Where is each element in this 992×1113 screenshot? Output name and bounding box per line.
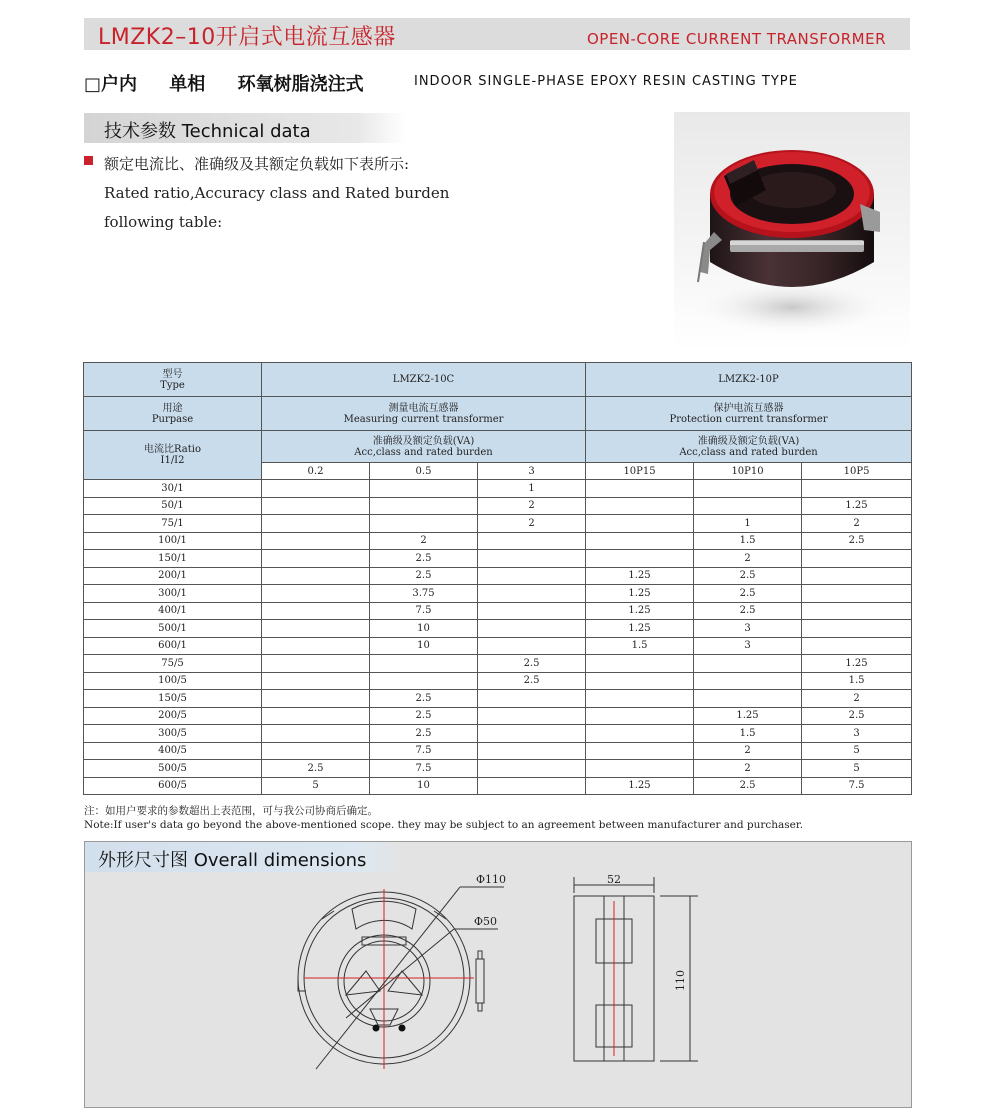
feature-epoxy: 环氧树脂浇注式	[237, 74, 364, 95]
burden-cell: 2.5	[370, 567, 478, 585]
burden-cell	[262, 725, 370, 743]
burden-cell: 1.5	[694, 725, 802, 743]
burden-cell	[802, 567, 912, 585]
burden-cell: 2	[478, 497, 586, 515]
phi50-label: Φ50	[474, 915, 498, 928]
class-header: 10P10	[694, 463, 802, 480]
table-row	[84, 777, 912, 795]
feature-line-en: INDOOR SINGLE-PHASE EPOXY RESIN CASTING TYPE	[414, 74, 798, 89]
technical-line-en-2: following table:	[104, 213, 223, 231]
burden-cell	[802, 637, 912, 655]
burden-cell	[478, 690, 586, 708]
ratio-cell: 200/1	[84, 567, 262, 585]
burden-cell	[802, 602, 912, 620]
technical-line-cn: 额定电流比、准确级及其额定负载如下表所示:	[104, 155, 410, 173]
table-row	[84, 497, 912, 515]
burden-cell	[370, 515, 478, 533]
burden-cell: 2	[802, 690, 912, 708]
burden-cell	[694, 480, 802, 498]
dimension-drawing	[84, 841, 910, 1107]
purpose-label	[84, 397, 262, 431]
burden-cell: 2.5	[694, 777, 802, 795]
purpose-c	[262, 397, 586, 431]
feature-line	[84, 70, 390, 96]
accuracy-p-en: Acc,class and rated burden	[679, 446, 818, 458]
burden-cell: 5	[262, 777, 370, 795]
burden-cell	[802, 585, 912, 603]
burden-cell	[478, 602, 586, 620]
burden-cell: 1.25	[802, 497, 912, 515]
burden-cell	[694, 672, 802, 690]
burden-cell	[586, 672, 694, 690]
burden-cell: 2.5	[694, 585, 802, 603]
burden-cell: 1.5	[802, 672, 912, 690]
table-row	[84, 637, 912, 655]
burden-cell: 1	[694, 515, 802, 533]
burden-cell	[478, 777, 586, 795]
burden-cell	[586, 497, 694, 515]
feature-indoor: □户内	[84, 74, 138, 95]
table-row	[84, 567, 912, 585]
page-subtitle-en: OPEN-CORE CURRENT TRANSFORMER	[586, 30, 886, 48]
burden-cell	[478, 532, 586, 550]
burden-cell: 2.5	[370, 707, 478, 725]
burden-cell	[262, 585, 370, 603]
burden-cell	[802, 550, 912, 568]
burden-cell	[586, 480, 694, 498]
transformer-photo-icon	[674, 112, 910, 350]
burden-cell	[262, 690, 370, 708]
burden-cell: 1.5	[586, 637, 694, 655]
terminal-dot	[399, 1025, 406, 1032]
burden-cell	[262, 742, 370, 760]
model-c: LMZK2-10C	[262, 363, 586, 397]
burden-cell: 5	[802, 742, 912, 760]
table-row	[84, 585, 912, 603]
class-header: 3	[478, 463, 586, 480]
burden-cell	[262, 497, 370, 515]
burden-cell: 10	[370, 777, 478, 795]
burden-cell: 10	[370, 637, 478, 655]
burden-cell: 1.25	[802, 655, 912, 673]
ratio-cell: 100/1	[84, 532, 262, 550]
burden-cell: 3	[694, 620, 802, 638]
accuracy-c-cn: 准确级及额定负载(VA)	[372, 435, 475, 447]
burden-cell	[262, 655, 370, 673]
height-label: 110	[674, 970, 687, 991]
burden-cell	[262, 637, 370, 655]
burden-cell: 1.25	[586, 567, 694, 585]
burden-cell	[694, 655, 802, 673]
table-row	[84, 655, 912, 673]
accuracy-p	[586, 431, 912, 463]
burden-cell: 2	[802, 515, 912, 533]
burden-cell: 2.5	[370, 690, 478, 708]
burden-cell	[262, 515, 370, 533]
burden-cell: 2	[478, 515, 586, 533]
bullet-icon	[84, 156, 93, 165]
burden-cell	[370, 480, 478, 498]
purpose-label-cn: 用途	[162, 402, 183, 414]
table-row	[84, 760, 912, 778]
burden-cell: 3	[802, 725, 912, 743]
burden-cell	[694, 690, 802, 708]
accuracy-c-en: Acc,class and rated burden	[354, 446, 493, 458]
burden-cell: 3.75	[370, 585, 478, 603]
table-row	[84, 480, 912, 498]
burden-cell: 2	[370, 532, 478, 550]
burden-cell	[262, 532, 370, 550]
burden-cell: 2.5	[694, 567, 802, 585]
burden-cell: 1.25	[586, 620, 694, 638]
burden-cell: 1.25	[586, 602, 694, 620]
burden-cell	[478, 725, 586, 743]
ratio-cell: 600/1	[84, 637, 262, 655]
burden-cell: 1.25	[586, 585, 694, 603]
burden-cell	[478, 707, 586, 725]
burden-cell	[802, 620, 912, 638]
table-row	[84, 532, 912, 550]
ratio-cell: 400/1	[84, 602, 262, 620]
burden-cell	[586, 655, 694, 673]
table-row	[84, 602, 912, 620]
ratio-label	[84, 431, 262, 480]
burden-cell: 2	[694, 742, 802, 760]
ratio-cell: 50/1	[84, 497, 262, 515]
burden-cell	[478, 550, 586, 568]
burden-cell	[586, 550, 694, 568]
ratio-cell: 30/1	[84, 480, 262, 498]
purpose-c-cn: 测量电流互感器	[388, 402, 459, 414]
table-row	[84, 515, 912, 533]
technical-description	[104, 150, 449, 237]
terminal-dot	[373, 1025, 380, 1032]
accuracy-p-cn: 准确级及额定负载(VA)	[697, 435, 800, 447]
burden-cell: 7.5	[370, 742, 478, 760]
phi110-label: Φ110	[476, 873, 507, 886]
burden-cell: 7.5	[802, 777, 912, 795]
burden-cell: 2.5	[262, 760, 370, 778]
burden-cell	[586, 532, 694, 550]
burden-cell: 2.5	[370, 725, 478, 743]
technical-heading: 技术参数 Technical data	[104, 121, 311, 142]
burden-cell	[478, 742, 586, 760]
burden-cell: 7.5	[370, 602, 478, 620]
burden-cell	[478, 620, 586, 638]
model-p: LMZK2-10P	[586, 363, 912, 397]
burden-cell	[586, 707, 694, 725]
note-cn: 注：如用户要求的参数超出上表范围，可与我公司协商后确定。	[84, 805, 378, 817]
burden-cell	[370, 672, 478, 690]
table-row	[84, 672, 912, 690]
burden-cell: 2	[694, 550, 802, 568]
burden-cell: 10	[370, 620, 478, 638]
purpose-p	[586, 397, 912, 431]
table-row	[84, 620, 912, 638]
product-photo	[674, 112, 910, 350]
burden-cell: 1.5	[694, 532, 802, 550]
ratio-cell: 150/1	[84, 550, 262, 568]
feature-single-phase: 单相	[169, 74, 206, 95]
burden-cell	[586, 725, 694, 743]
burden-cell	[370, 655, 478, 673]
purpose-label-en: Purpase	[151, 413, 194, 425]
burden-cell	[478, 637, 586, 655]
table-row	[84, 725, 912, 743]
burden-cell	[262, 620, 370, 638]
ratio-cell: 75/1	[84, 515, 262, 533]
ratio-cell: 75/5	[84, 655, 262, 673]
table-row	[84, 550, 912, 568]
burden-cell: 5	[802, 760, 912, 778]
ratio-cell: 300/5	[84, 725, 262, 743]
side-view-drawing	[574, 877, 698, 1061]
burden-cell	[586, 515, 694, 533]
burden-cell: 2.5	[370, 550, 478, 568]
burden-cell	[586, 742, 694, 760]
burden-cell	[478, 760, 586, 778]
burden-cell	[370, 497, 478, 515]
burden-cell: 2.5	[802, 532, 912, 550]
burden-cell	[262, 550, 370, 568]
type-label-cn: 型号	[162, 368, 183, 380]
ratio-label-en: I1/I2	[160, 455, 185, 466]
burden-cell: 2.5	[478, 672, 586, 690]
purpose-c-en: Measuring current transformer	[343, 413, 504, 425]
burden-cell	[694, 497, 802, 515]
type-label	[84, 363, 262, 397]
table-row	[84, 690, 912, 708]
dimensions-heading: 外形尺寸图 Overall dimensions	[98, 850, 367, 871]
ratio-cell: 500/1	[84, 620, 262, 638]
purpose-p-cn: 保护电流互感器	[713, 402, 784, 414]
table-row	[84, 742, 912, 760]
ratio-cell: 500/5	[84, 760, 262, 778]
burden-cell	[262, 602, 370, 620]
burden-cell	[262, 707, 370, 725]
burden-cell	[262, 672, 370, 690]
class-header: 10P15	[586, 463, 694, 480]
type-label-en: Type	[160, 379, 185, 391]
burden-cell	[478, 567, 586, 585]
burden-cell	[586, 760, 694, 778]
burden-cell	[586, 690, 694, 708]
ratio-label-cn: 电流比Ratio	[144, 444, 201, 455]
burden-cell	[262, 567, 370, 585]
burden-cell: 7.5	[370, 760, 478, 778]
note-en: Note:If user's data go beyond the above-mentioned scope. they may be subject to an agreement between manufacturer and purchaser.	[84, 819, 804, 831]
table-note	[84, 804, 803, 832]
class-header: 0.2	[262, 463, 370, 480]
ratio-cell: 600/5	[84, 777, 262, 795]
burden-cell: 2	[694, 760, 802, 778]
burden-cell: 1	[478, 480, 586, 498]
burden-cell	[262, 480, 370, 498]
burden-cell: 1.25	[586, 777, 694, 795]
burden-cell: 2.5	[802, 707, 912, 725]
ratio-cell: 300/1	[84, 585, 262, 603]
burden-cell: 2.5	[694, 602, 802, 620]
burden-cell: 3	[694, 637, 802, 655]
ratio-cell: 100/5	[84, 672, 262, 690]
technical-line-en-1: Rated ratio,Accuracy class and Rated burden	[104, 184, 450, 202]
class-header: 10P5	[802, 463, 912, 480]
burden-cell	[802, 480, 912, 498]
width-label: 52	[607, 873, 621, 886]
burden-cell	[478, 585, 586, 603]
ratio-cell: 400/5	[84, 742, 262, 760]
ratio-cell: 200/5	[84, 707, 262, 725]
burden-cell: 2.5	[478, 655, 586, 673]
specification-table	[83, 362, 912, 795]
class-header: 0.5	[370, 463, 478, 480]
ratio-cell: 150/5	[84, 690, 262, 708]
burden-cell: 1.25	[694, 707, 802, 725]
accuracy-c	[262, 431, 586, 463]
purpose-p-en: Protection current transformer	[669, 413, 828, 425]
page-title: LMZK2–10开启式电流互感器	[98, 25, 396, 50]
table-row	[84, 707, 912, 725]
